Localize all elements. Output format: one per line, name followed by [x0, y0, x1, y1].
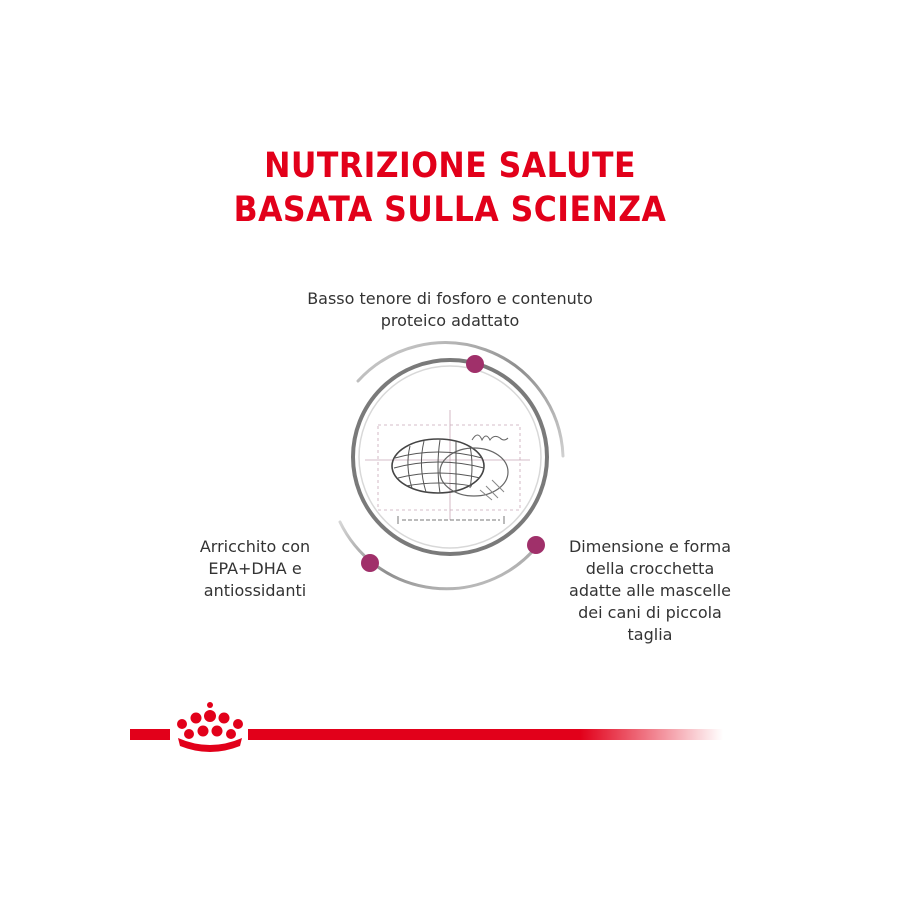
- band-right: [248, 729, 723, 740]
- benefit-right-line-2: della crocchetta: [585, 559, 715, 578]
- title-line-1: NUTRIZIONE SALUTE: [264, 146, 636, 186]
- benefit-right-line-5: taglia: [627, 625, 673, 644]
- benefit-right-line-4: dei cani di piccola: [578, 603, 722, 622]
- band-left: [130, 729, 170, 740]
- benefit-right-line-3: adatte alle mascelle: [569, 581, 731, 600]
- royal-crown-icon: [177, 702, 243, 752]
- benefit-right-line-1: Dimensione e forma: [568, 537, 731, 556]
- title-line-2: BASATA SULLA SCIENZA: [233, 190, 667, 230]
- benefit-left-line-1: Arricchito con: [199, 537, 311, 556]
- benefit-top-line-2: proteico adattato: [380, 311, 520, 330]
- benefit-left-line-2: EPA+DHA e: [208, 559, 302, 578]
- benefit-top-line-1: Basso tenore di fosforo e contenuto: [307, 289, 593, 308]
- benefit-left-line-3: antiossidanti: [203, 581, 307, 600]
